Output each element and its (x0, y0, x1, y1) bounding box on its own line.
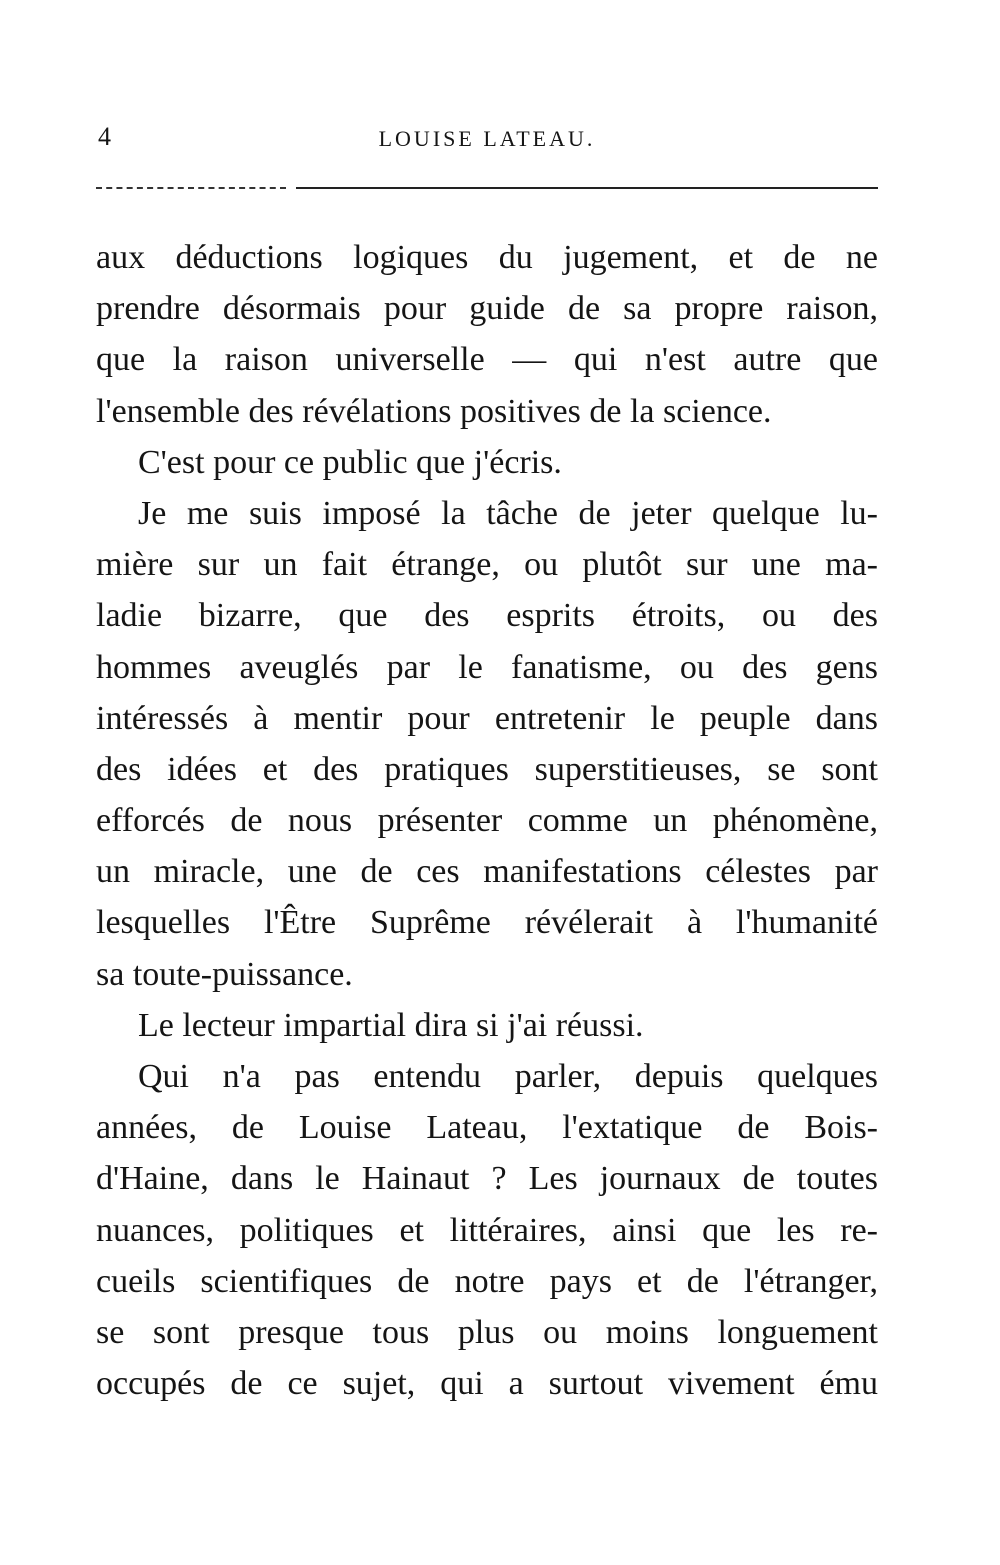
text-line: années, de Louise Lateau, l'extatique de Bois- (96, 1109, 878, 1147)
text-line: C'est pour ce public que j'écris. (138, 443, 562, 481)
text-line: ladie bizarre, que des esprits étroits, ou des (96, 597, 878, 635)
text-line: nuances, politiques et littéraires, ainsi que les re- (96, 1211, 878, 1249)
text-line: Le lecteur impartial dira si j'ai réussi. (138, 1006, 644, 1044)
text-line: efforcés de nous présenter comme un phénomène, (96, 802, 878, 840)
text-line: sa toute-puissance. (96, 955, 353, 993)
header-rule-dashed (96, 187, 286, 189)
text-line: que la raison universelle — qui n'est autre que (96, 341, 878, 379)
text-line: un miracle, une de ces manifestations célestes par (96, 853, 878, 891)
text-line: d'Haine, dans le Hainaut ? Les journaux de toutes (96, 1160, 878, 1198)
text-line: mière sur un fait étrange, ou plutôt sur une ma- (96, 546, 878, 584)
page-number: 4 (98, 122, 112, 151)
running-title: LOUISE LATEAU. (378, 126, 596, 151)
text-line: Qui n'a pas entendu parler, depuis quelques (138, 1058, 878, 1095)
running-head (96, 122, 878, 162)
text-line: hommes aveuglés par le fanatisme, ou des gens (96, 648, 878, 686)
text-line: des idées et des pratiques superstitieuses, se sont (96, 750, 878, 788)
text-line: lesquelles l'Être Suprême révélerait à l'humanité (96, 904, 878, 942)
text-line: intéressés à mentir pour entretenir le peuple dans (96, 699, 878, 737)
header-rule-solid (296, 187, 878, 189)
text-line: cueils scientifiques de notre pays et de l'étranger, (96, 1262, 878, 1300)
text-line: l'ensemble des révélations positives de la science. (96, 392, 772, 430)
text-line: prendre désormais pour guide de sa propre raison, (96, 290, 878, 328)
text-line: Je me suis imposé la tâche de jeter quelque lu- (138, 494, 878, 532)
body-text (96, 232, 878, 1409)
text-line: se sont presque tous plus ou moins longuement (96, 1313, 878, 1351)
text-line: aux déductions logiques du jugement, et de ne (96, 239, 878, 276)
text-line: occupés de ce sujet, qui a surtout vivement ému (96, 1365, 878, 1403)
